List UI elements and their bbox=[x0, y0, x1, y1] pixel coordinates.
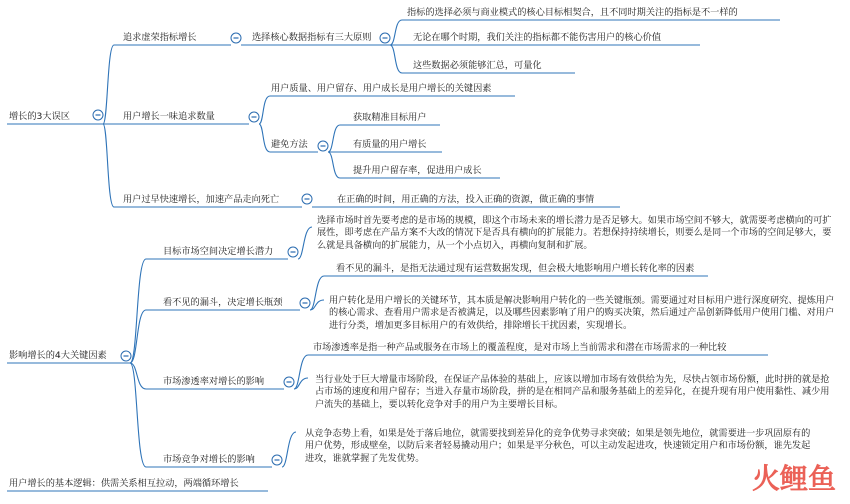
leaf-avoid-1: 获取精准目标用户 bbox=[353, 112, 427, 123]
svg-text:火鲤鱼: 火鲤鱼 bbox=[752, 462, 837, 495]
leaf-principle-3: 这些数据必须能够汇总，可量化 bbox=[413, 60, 542, 71]
node-quantity-growth[interactable]: 用户增长一味追求数量 bbox=[123, 111, 215, 122]
node-premature-growth[interactable]: 用户过早快速增长，加速产品走向死亡 bbox=[123, 194, 280, 205]
root-node-basic-logic[interactable]: 用户增长的基本逻辑：供需关系相互拉动，两端循环增长 bbox=[9, 478, 239, 489]
edge-r2-c1 bbox=[130, 259, 288, 363]
leaf-avoid-3: 提升用户留存率，促进用户成长 bbox=[353, 165, 482, 176]
leaf-invisible-funnel-def: 看不见的漏斗，是指无法通过现有运营数据发现，但会极大地影响用户增长转化率的因素 bbox=[336, 263, 695, 274]
node-core-metric-principles[interactable]: 选择核心数据指标有三大原则 bbox=[252, 32, 372, 43]
node-market-space[interactable]: 目标市场空间决定增长潜力 bbox=[163, 246, 274, 257]
leaf-key-factors: 用户质量、用户留存、用户成长是用户增长的关键因素 bbox=[271, 83, 492, 94]
node-market-penetration[interactable]: 市场渗透率对增长的影响 bbox=[163, 376, 265, 387]
leaf-avoid-2: 有质量的用户增长 bbox=[353, 139, 427, 150]
root-node-3-pitfalls[interactable]: 增长的3大误区 bbox=[9, 111, 70, 122]
watermark-logo-icon bbox=[750, 450, 842, 498]
edge-r2-c2 bbox=[130, 310, 300, 363]
node-vanity-metrics[interactable]: 追求虚荣指标增长 bbox=[123, 32, 197, 43]
para-market-space: 选择市场时首先要考虑的是市场的规模，即这个市场未来的增长潜力是否足够大。如果市场空间不够大，就需要考虑横向的可扩展性，即考虑在产品方案不大改的情况下是否具有横向的扩展能力。若想保持持续增长，则要么是同一个市场的空间足够大，要么就是具备横向的扩展能力，从一个小点切入，再横向复制和扩展。 bbox=[317, 215, 832, 251]
para-competition: 从竞争态势上看，如果是处于落后地位，就需要找到差异化的竞争优势寻求突破；如果是领先地位，就需要进一步巩固原有的用户优势，形成壁垒，以防后来者轻易撬动用户；如果是平分秋色，可以主动发起进攻，快速锁定用户和市场份额，谁先发起进攻，谁就掌握了先发优势。 bbox=[305, 428, 811, 464]
node-market-competition[interactable]: 市场竞争对增长的影响 bbox=[163, 454, 255, 465]
leaf-principle-1: 指标的选择必须与商业模式的核心目标相契合，且不同时期关注的指标是不一样的 bbox=[407, 7, 738, 18]
para-user-conversion: 用户转化是用户增长的关键环节，其本质是解决影响用户转化的一些关键瓶颈。需要通过对目标用户进行深度研究、提炼用户的核心需求、查看用户需求是否被满足，以及哪些因素影响了用户的购买决策，然后通过产品创新降低用户使用门槛、对用户进行分类，增加更多目标用户的有效供给，排除增长干扰因素，实现增长。 bbox=[329, 295, 835, 331]
edge-c4-para bbox=[282, 432, 296, 467]
node-avoidance-methods[interactable]: 避免方法 bbox=[271, 139, 308, 150]
leaf-right-time: 在正确的时间，用正确的方法，投入正确的资源，做正确的事情 bbox=[337, 194, 595, 205]
leaf-principle-2: 无论在哪个时期，我们关注的指标都不能伤害用户的核心价值 bbox=[413, 32, 662, 43]
root-node-4-factors[interactable]: 影响增长的4大关键因素 bbox=[9, 350, 107, 361]
node-invisible-funnel[interactable]: 看不见的漏斗，决定增长瓶颈 bbox=[163, 297, 283, 308]
para-penetration: 当行业处于巨大增量市场阶段，在保证产品体验的基础上，应该以增加市场有效供给为先，尽快占领市场份额，此时拼的就是抢占市场的速度和用户留存；当进入存量市场阶段，拼的是在相同产品和服务基础上的差异化，在提升现有用户使用黏性、减少用户流失的基础上，要以转化竞争对手的用户为主要增长目标。 bbox=[315, 374, 830, 410]
leaf-penetration-def: 市场渗透率是指一种产品或服务在市场上的覆盖程度，是对市场上当前需求和潜在市场需求的一种比较 bbox=[313, 342, 727, 353]
edge-c1-para bbox=[298, 227, 312, 259]
watermark-logo bbox=[750, 450, 842, 502]
